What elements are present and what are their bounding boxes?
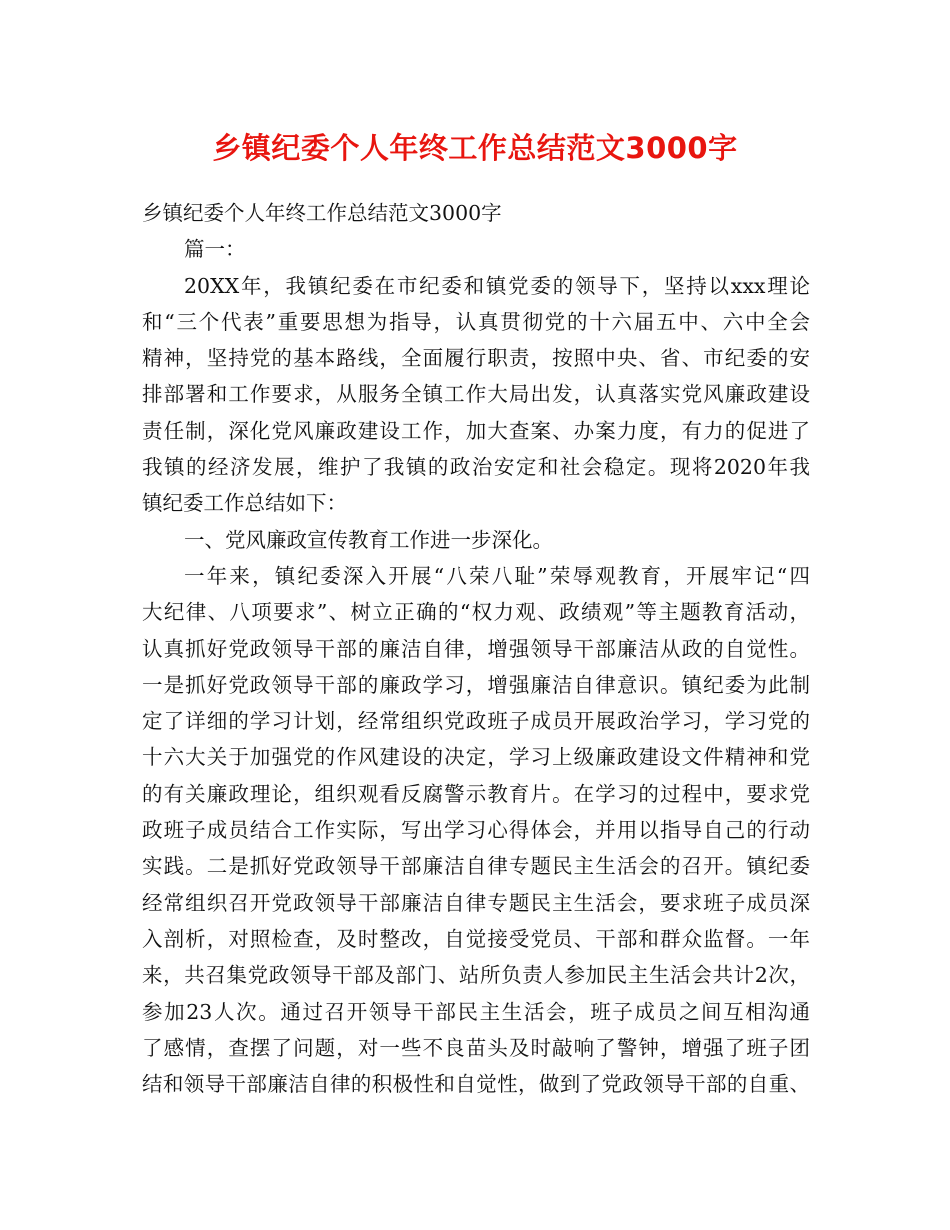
text-line: 镇纪委工作总结如下： — [142, 491, 347, 516]
text-line: 我镇的经济发展，维护了我镇的政治安定和社会稳定。现将2020年我 — [142, 455, 810, 480]
text-line: 一是抓好党政领导干部的廉政学习，增强廉洁自律意识。镇纪委为此制 — [142, 672, 810, 697]
text-line: 十六大关于加强党的作风建设的决定，学习上级廉政建设文件精神和党 — [142, 745, 810, 770]
text-line: 认真抓好党政领导干部的廉洁自律，增强领导干部廉洁从政的自觉性。 — [142, 636, 810, 661]
text-line: 参加23人次。通过召开领导干部民主生活会，班子成员之间互相沟通 — [142, 999, 810, 1024]
text-line: 结和领导干部廉洁自律的积极性和自觉性，做到了党政领导干部的自重、 — [142, 1072, 810, 1097]
text-line: 入剖析，对照检查，及时整改，自觉接受党员、干部和群众监督。一年 — [142, 926, 810, 951]
text-line: 责任制，深化党风廉政建设工作，加大查案、办案力度，有力的促进了 — [142, 418, 810, 443]
text-line: 20XX年，我镇纪委在市纪委和镇党委的领导下，坚持以xxx理论 — [184, 273, 810, 298]
text-line: 和“三个代表”重要思想为指导，认真贯彻党的十六届五中、六中全会 — [142, 309, 810, 334]
text-line: 精神，坚持党的基本路线，全面履行职责，按照中央、省、市纪委的安 — [142, 346, 810, 371]
text-line: 篇一： — [184, 237, 246, 262]
text-line: 实践。二是抓好党政领导干部廉洁自律专题民主生活会的召开。镇纪委 — [142, 854, 810, 879]
text-line: 经常组织召开党政领导干部廉洁自律专题民主生活会，要求班子成员深 — [142, 890, 810, 915]
text-line: 大纪律、八项要求”、树立正确的“权力观、政绩观”等主题教育活动， — [142, 600, 810, 625]
text-line: 排部署和工作要求，从服务全镇工作大局出发，认真落实党风廉政建设 — [142, 382, 810, 407]
document-body — [142, 195, 810, 1102]
text-line: 了感情，查摆了问题，对一些不良苗头及时敲响了警钟，增强了班子团 — [142, 1035, 810, 1060]
text-line: 的有关廉政理论，组织观看反腐警示教育片。在学习的过程中，要求党 — [142, 781, 810, 806]
document-title: 乡镇纪委个人年终工作总结范文3000字 — [212, 131, 738, 165]
text-line: 政班子成员结合工作实际，写出学习心得体会，并用以指导自己的行动 — [142, 818, 810, 843]
text-line: 一年来，镇纪委深入开展“八荣八耻”荣辱观教育，开展牢记“四 — [184, 563, 810, 588]
text-line: 来，共召集党政领导干部及部门、站所负责人参加民主生活会共计2次， — [142, 963, 810, 988]
text-line: 乡镇纪委个人年终工作总结范文3000字 — [142, 201, 502, 225]
text-line: 定了详细的学习计划，经常组织党政班子成员开展政治学习，学习党的 — [142, 709, 810, 734]
text-line: 一、党风廉政宣传教育工作进一步深化。 — [184, 527, 553, 552]
